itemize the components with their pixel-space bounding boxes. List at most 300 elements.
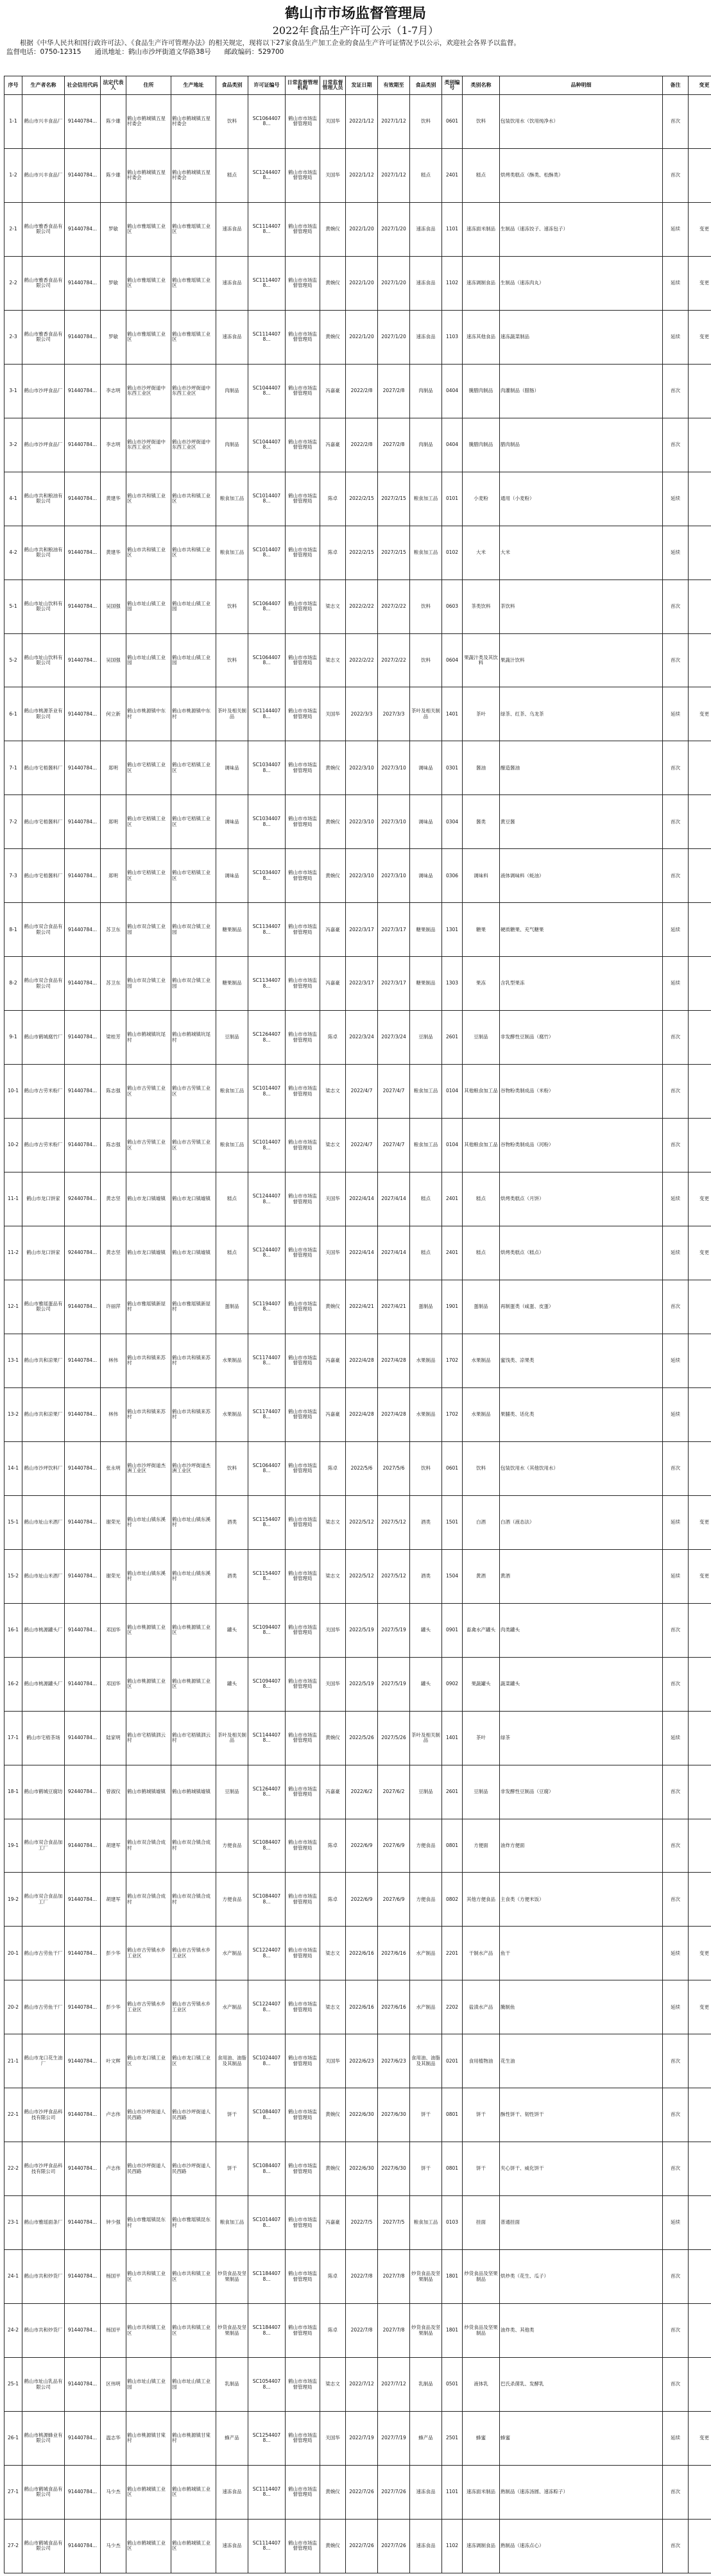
table-cell: 方便食品 [216, 1819, 248, 1873]
table-cell: 22-1 [4, 2088, 22, 2142]
table-cell: SC10644078... [248, 580, 286, 633]
table-cell: 畜禽水产罐头 [463, 1603, 500, 1657]
table-cell: 鹤山市市场监督管理局 [286, 1119, 320, 1172]
column-header: 日常监督管理人员 [320, 76, 346, 95]
table-cell: 2401 [442, 148, 463, 202]
table-cell: 胡建军 [101, 1873, 126, 1927]
table-cell: 2022/3/17 [346, 957, 378, 1011]
table-cell: 首次 [663, 1819, 689, 1873]
table-cell: 4-1 [4, 472, 22, 526]
table-cell: 91440784... [65, 148, 101, 202]
table-cell: 鹤山市市场监督管理局 [286, 1657, 320, 1711]
table-cell: 鹤山市古劳米粉厂 [22, 1119, 65, 1172]
table-cell: 5-2 [4, 633, 22, 687]
table-cell: 饮料 [216, 633, 248, 687]
table-cell: 91440784... [65, 849, 101, 903]
table-cell: 91440784... [65, 1711, 101, 1765]
table-cell: 2027/7/12 [378, 2358, 410, 2412]
table-cell: 鹤山市龙口镇工业区 [171, 2034, 216, 2088]
table-cell: 变更 [689, 2411, 711, 2465]
table-cell: 鹤山市址山镇工业园 [171, 580, 216, 633]
table-cell: 2027/5/12 [378, 1549, 410, 1603]
table-cell: 鹤山市双合食品加工厂 [22, 1873, 65, 1927]
table-row [4, 1065, 711, 1119]
table-cell: 2022/5/19 [346, 1603, 378, 1657]
header-row [4, 76, 711, 95]
table-cell: 2022/7/26 [346, 2465, 378, 2519]
table-cell: 黄婉仪 [320, 256, 346, 310]
table-cell: 陆家明 [101, 1711, 126, 1765]
table-cell: 10-1 [4, 1065, 22, 1119]
table-cell: 91440784... [65, 1603, 101, 1657]
table-cell: 鹤山市共和粮油有限公司 [22, 472, 65, 526]
table-cell: 黄婉仪 [320, 795, 346, 849]
table-cell: SC10944078... [248, 1603, 286, 1657]
table-cell: 2022/4/7 [346, 1119, 378, 1172]
table-cell: 巴氏杀菌乳、发酵乳 [500, 2358, 663, 2412]
table-cell: 91440784... [65, 526, 101, 580]
table-cell: 91440784... [65, 1980, 101, 2034]
table-cell: 速冻食品 [216, 2519, 248, 2573]
table-cell: 鹤山市址山镇工业园 [171, 633, 216, 687]
table-cell: 饮料 [216, 1441, 248, 1495]
table-row [4, 1873, 711, 1927]
table-cell: 3-1 [4, 364, 22, 418]
table-cell [689, 633, 711, 687]
table-cell: 2601 [442, 1765, 463, 1819]
table-cell: 首次 [663, 741, 689, 795]
table-cell: 鹤山市鹤城豆腐坊 [22, 1765, 65, 1819]
table-cell: 速冻食品 [410, 2465, 442, 2519]
table-cell: 豆制品 [410, 1765, 442, 1819]
table-cell: 黄婉仪 [320, 2088, 346, 2142]
table-cell: 鹤山市古劳镇水乡工业区 [126, 1980, 171, 2034]
table-cell: 鹤山市沙坪街道杰洲工业区 [171, 1441, 216, 1495]
table-cell: 鹤山市双合镇工业园 [126, 957, 171, 1011]
table-cell: 冯嘉豪 [320, 1387, 346, 1441]
table-cell: 叶文辉 [101, 2034, 126, 2088]
table-cell: 2022/6/16 [346, 1927, 378, 1980]
table-cell: 2027/1/20 [378, 256, 410, 310]
table-cell: 91440784... [65, 1334, 101, 1387]
table-cell: SC10144078... [248, 1119, 286, 1172]
table-cell: 鹤山市雅香食品有限公司 [22, 202, 65, 256]
table-cell: 速冻食品 [410, 2519, 442, 2573]
table-cell [689, 1765, 711, 1819]
table-cell: 鹤山市鹤城镇五星村委会 [171, 95, 216, 149]
table-cell: 鹤山市雅瑶镇工业区 [126, 310, 171, 364]
table-cell [689, 1603, 711, 1657]
table-row [4, 310, 711, 364]
table-cell: 5-1 [4, 580, 22, 633]
intro-text: 根据《中华人民共和国行政许可法》、《食品生产许可管理办法》的相关规定，现将以下27家食品生产加工企业的食品生产许可证情况予以公示，欢迎社会各界予以监督。 [20, 39, 520, 47]
table-cell: 1102 [442, 256, 463, 310]
table-cell: 91440784... [65, 2196, 101, 2250]
table-cell: SC11544078... [248, 1495, 286, 1549]
table-cell: 绿茶、红茶、乌龙茶 [500, 687, 663, 741]
table-cell: 91440784... [65, 1441, 101, 1495]
table-cell: 鹤山市市场监督管理局 [286, 364, 320, 418]
table-cell: 方便食品 [410, 1873, 442, 1927]
table-cell: 区伟明 [101, 2358, 126, 2412]
table-cell: 2027/6/9 [378, 1873, 410, 1927]
table-row [4, 1172, 711, 1226]
table-cell: 2027/4/14 [378, 1226, 410, 1280]
table-cell: 2027/1/20 [378, 202, 410, 256]
table-cell: 变更 [689, 256, 711, 310]
table-cell: 邓国华 [101, 1657, 126, 1711]
table-cell: 鹤山市市场监督管理局 [286, 741, 320, 795]
table-cell: 陈卓 [320, 1011, 346, 1065]
table-cell: 鹤山市桃源镇甘棠村 [171, 2411, 216, 2465]
table-cell [689, 1119, 711, 1172]
table-cell: 0104 [442, 1065, 463, 1119]
table-cell: 鹤山市桃源镇中东村 [126, 687, 171, 741]
table-cell: 8-1 [4, 903, 22, 957]
table-cell: 花生油 [500, 2034, 663, 2088]
table-cell: SC11144078... [248, 2465, 286, 2519]
table-cell: 鹤山市市场监督管理局 [286, 1280, 320, 1334]
table-cell: 延续 [663, 1172, 689, 1226]
table-cell: 烘烤类糕点（糕点） [500, 1226, 663, 1280]
column-header: 许可证编号 [248, 76, 286, 95]
table-cell: 茶叶及相关制品 [410, 687, 442, 741]
table-cell: 2022/7/19 [346, 2411, 378, 2465]
table-cell: 糕点 [463, 1226, 500, 1280]
table-cell: 腌腊肉制品 [463, 364, 500, 418]
table-row [4, 1280, 711, 1334]
table-cell: 速冻蔬菜制品 [500, 310, 663, 364]
table-cell: 4-2 [4, 526, 22, 580]
table-cell: 茶叶 [463, 687, 500, 741]
table-cell: 饮料 [410, 1441, 442, 1495]
table-cell: 梁志文 [320, 633, 346, 687]
table-cell: 鹤山市雅瑶镇昆东村 [126, 2196, 171, 2250]
table-cell: 9-1 [4, 1011, 22, 1065]
table-cell: 罗敏 [101, 310, 126, 364]
table-row [4, 95, 711, 149]
table-cell: 鹤山市沙坪食品科技有限公司 [22, 2142, 65, 2196]
table-cell: 91440784... [65, 472, 101, 526]
table-cell: 糖果 [463, 903, 500, 957]
table-cell: 鹤山市双合镇工业园 [171, 903, 216, 957]
table-cell: 0902 [442, 1657, 463, 1711]
table-cell: 鹤山市共和镇工业区 [126, 2250, 171, 2304]
table-cell: 延续 [663, 526, 689, 580]
table-cell: 首次 [663, 2358, 689, 2412]
table-cell: 首次 [663, 849, 689, 903]
table-cell: 曾淑仪 [101, 1765, 126, 1819]
table-cell: 鹤山市址山镇东溪村 [126, 1495, 171, 1549]
table-row [4, 1927, 711, 1980]
table-row [4, 2034, 711, 2088]
table-cell: 鹤山市市场监督管理局 [286, 95, 320, 149]
table-cell: 茶类饮料 [463, 580, 500, 633]
table-cell: 鹤山市共和镇工业区 [171, 472, 216, 526]
table-cell: 2022/6/9 [346, 1819, 378, 1873]
table-cell: 变更 [689, 1226, 711, 1280]
table-cell: 鹤山市共和凉果厂 [22, 1334, 65, 1387]
table-cell: 鹤山市龙口花生油厂 [22, 2034, 65, 2088]
table-cell: 2027/5/6 [378, 1441, 410, 1495]
table-cell: 罐头 [216, 1603, 248, 1657]
table-cell: 24-1 [4, 2250, 22, 2304]
table-cell: 绿茶 [500, 1711, 663, 1765]
table-cell: 酱类 [463, 795, 500, 849]
table-cell: 鹤山市址山镇工业园 [171, 2358, 216, 2412]
table-row [4, 472, 711, 526]
table-row [4, 687, 711, 741]
table-cell: 鹤山市宅梧镇工业区 [171, 795, 216, 849]
table-cell: SC12544078... [248, 2411, 286, 2465]
table-cell [689, 418, 711, 472]
table-cell: 炒货食品及坚果制品 [463, 2250, 500, 2304]
table-cell: 食用油、油脂及其制品 [410, 2034, 442, 2088]
table-cell: 非发酵性豆制品（腐竹） [500, 1011, 663, 1065]
table-cell: 鹤山市雅瑶镇昆东村 [171, 2196, 216, 2250]
table-cell: 陈卓 [320, 1819, 346, 1873]
table-cell: 茶叶 [463, 1711, 500, 1765]
table-cell: 0901 [442, 1603, 463, 1657]
table-cell: 2027/4/7 [378, 1065, 410, 1119]
table-cell: 调味品 [410, 795, 442, 849]
table-cell: 延续 [663, 1711, 689, 1765]
table-cell: 关国华 [320, 1603, 346, 1657]
table-cell: 2501 [442, 2411, 463, 2465]
table-cell: 2022/5/19 [346, 1657, 378, 1711]
table-cell: 再制蛋类（咸蛋、皮蛋） [500, 1280, 663, 1334]
table-cell [689, 2358, 711, 2412]
table-cell: 包装饮用水（其他饮用水） [500, 1441, 663, 1495]
table-row [4, 2088, 711, 2142]
table-cell [689, 1819, 711, 1873]
table-cell: SC10144078... [248, 1065, 286, 1119]
table-cell: 2027/2/22 [378, 580, 410, 633]
table-cell: 鹤山市雅瑶镇工业区 [126, 256, 171, 310]
table-cell: 烘炒类（花生、瓜子） [500, 2250, 663, 2304]
table-cell: 2022/7/26 [346, 2519, 378, 2573]
column-header: 变更 [689, 76, 711, 95]
table-cell: 2027/3/10 [378, 795, 410, 849]
table-cell: 黄婉仪 [320, 2519, 346, 2573]
table-cell: 延续 [663, 1226, 689, 1280]
table-cell: 1501 [442, 1495, 463, 1549]
table-cell: 首次 [663, 1119, 689, 1172]
table-cell: 糕点 [410, 1172, 442, 1226]
table-cell: 20-1 [4, 1927, 22, 1980]
table-cell: 2022/5/6 [346, 1441, 378, 1495]
table-cell: 91440784... [65, 256, 101, 310]
table-cell: 2022/5/12 [346, 1549, 378, 1603]
table-cell: 变更 [689, 1172, 711, 1226]
table-cell: 许丽萍 [101, 1280, 126, 1334]
table-cell [689, 903, 711, 957]
table-cell: 鹤山市宅梧镇泗云村 [171, 1711, 216, 1765]
table-cell: 油炸类、其他类 [500, 2304, 663, 2358]
table-cell: 大米 [500, 526, 663, 580]
table-cell: 0802 [442, 1873, 463, 1927]
table-cell: 蜜饯类、凉果类 [500, 1334, 663, 1387]
column-header: 备注 [663, 76, 689, 95]
table-cell: 陈卓 [320, 2250, 346, 2304]
table-cell: 水产制品 [410, 1980, 442, 2034]
table-cell: 鹤山市市场监督管理局 [286, 687, 320, 741]
table-cell: 谷物粉类制成品（河粉） [500, 1119, 663, 1172]
table-cell: 2022/1/20 [346, 256, 378, 310]
table-cell: 鹤山市沙坪街道中东西工业区 [126, 418, 171, 472]
table-cell: 91440784... [65, 1927, 101, 1980]
table-cell: 吴国强 [101, 633, 126, 687]
table-cell [689, 2519, 711, 2573]
table-cell: 酒类 [410, 1495, 442, 1549]
table-cell: 肉灌制品（腊肠） [500, 364, 663, 418]
table-cell: 鹤山市市场监督管理局 [286, 633, 320, 687]
table-cell: 鹤山市址山饮料有限公司 [22, 633, 65, 687]
table-row [4, 1011, 711, 1065]
table-cell: 1103 [442, 310, 463, 364]
table-cell: 首次 [663, 418, 689, 472]
table-cell: 方便食品 [216, 1873, 248, 1927]
table-cell: 陈卓 [320, 1441, 346, 1495]
table-cell: 蜂产品 [410, 2411, 442, 2465]
table-cell: 蜂蜜 [463, 2411, 500, 2465]
table-cell: 鹤山市雅瑶镇工业区 [171, 310, 216, 364]
table-cell: 速冻调制食品 [463, 256, 500, 310]
table-cell: 鹤山市市场监督管理局 [286, 1927, 320, 1980]
table-cell: 鹤山市宅梧镇工业区 [171, 741, 216, 795]
table-cell: 大米 [463, 526, 500, 580]
table-cell: 通用（小麦粉） [500, 472, 663, 526]
table-cell: 粮食加工品 [410, 1065, 442, 1119]
table-cell: 黄豆酱 [500, 795, 663, 849]
table-cell: 李志明 [101, 364, 126, 418]
table-cell: 2601 [442, 1011, 463, 1065]
table-cell: 0801 [442, 2088, 463, 2142]
table-cell: 黄建华 [101, 472, 126, 526]
table-cell: 2027/1/20 [378, 310, 410, 364]
table-cell: 鹤山市兴丰食品厂 [22, 95, 65, 149]
table-cell: 2027/7/8 [378, 2304, 410, 2358]
table-cell: 1401 [442, 1711, 463, 1765]
table-cell: SC10344078... [248, 795, 286, 849]
table-cell: 罐头 [216, 1657, 248, 1711]
table-cell: 果冻 [463, 957, 500, 1011]
table-cell: 0201 [442, 2034, 463, 2088]
table-cell: 小麦粉 [463, 472, 500, 526]
table-cell: 延续 [663, 202, 689, 256]
table-cell: 冯嘉豪 [320, 1765, 346, 1819]
table-cell: SC11444078... [248, 687, 286, 741]
table-cell: 速冻调制食品 [463, 2519, 500, 2573]
table-cell: 2401 [442, 1226, 463, 1280]
table-cell: 0801 [442, 2142, 463, 2196]
table-cell: 91440784... [65, 95, 101, 149]
table-cell: 鹤山市古劳镇工业区 [126, 1065, 171, 1119]
table-cell: 0601 [442, 1441, 463, 1495]
table-cell: 2027/6/30 [378, 2088, 410, 2142]
table-cell: 糕点 [216, 1226, 248, 1280]
table-cell: 2027/4/21 [378, 1280, 410, 1334]
table-cell: 鹤山市古劳镇工业区 [126, 1119, 171, 1172]
table-cell: 2022/3/10 [346, 795, 378, 849]
table-cell: 鹤山市宅梧酱料厂 [22, 795, 65, 849]
table-cell: 鹤山市宅梧镇工业区 [126, 741, 171, 795]
table-cell: 2027/6/23 [378, 2034, 410, 2088]
table-cell: 乳制品 [216, 2358, 248, 2412]
table-cell: 鹤山市共和镇工业区 [171, 2304, 216, 2358]
table-cell: 糖果制品 [216, 903, 248, 957]
table-cell: 粮食加工品 [410, 2196, 442, 2250]
table-cell: 2027/7/26 [378, 2465, 410, 2519]
table-cell: 首次 [663, 148, 689, 202]
table-cell: 速冻食品 [216, 256, 248, 310]
table-cell: 2027/1/12 [378, 95, 410, 149]
table-cell: 91440784... [65, 1819, 101, 1873]
table-cell: 延续 [663, 1549, 689, 1603]
table-cell: 烘烤类糕点（酥类、松酥类） [500, 148, 663, 202]
table-cell: 2022/6/2 [346, 1765, 378, 1819]
table-cell: SC11144078... [248, 256, 286, 310]
table-cell [689, 1280, 711, 1334]
table-cell: 鹤山市共和粮油有限公司 [22, 526, 65, 580]
table-cell: 鹤山市鹤城镇墟镇 [171, 1765, 216, 1819]
table-cell [689, 2142, 711, 2196]
table-cell: SC10144078... [248, 472, 286, 526]
table-cell: 鹤山市桃源镇中东村 [171, 687, 216, 741]
table-cell: 91440784... [65, 2250, 101, 2304]
table-cell: 冯嘉豪 [320, 957, 346, 1011]
table-row [4, 1226, 711, 1280]
table-cell: 速冻面米制品 [463, 2465, 500, 2519]
table-row [4, 202, 711, 256]
table-cell: SC10844078... [248, 2088, 286, 2142]
table-cell: 鹤山市宅梧镇工业区 [126, 795, 171, 849]
table-cell: 速冻面米制品 [463, 202, 500, 256]
table-cell: 马少杰 [101, 2465, 126, 2519]
table-cell: 鹤山市市场监督管理局 [286, 2196, 320, 2250]
table-cell: 鹤山市市场监督管理局 [286, 1603, 320, 1657]
table-row [4, 2465, 711, 2519]
table-cell: 鹤山市沙坪街道人民西路 [126, 2088, 171, 2142]
table-cell: 2027/3/3 [378, 687, 410, 741]
table-cell: 糕点 [216, 1172, 248, 1226]
table-cell: SC11944078... [248, 1280, 286, 1334]
table-cell: 1801 [442, 2250, 463, 2304]
table-cell: 鹤山市鹤城镇坑尾村 [126, 1011, 171, 1065]
table-cell: 鹤山市桃源镇工业区 [171, 1657, 216, 1711]
table-cell: 黄婉仪 [320, 310, 346, 364]
table-cell: 首次 [663, 95, 689, 149]
table-cell: 0601 [442, 95, 463, 149]
table-cell: 冯嘉豪 [320, 418, 346, 472]
table-cell: 24-2 [4, 2304, 22, 2358]
table-cell: 水产制品 [216, 1980, 248, 2034]
table-cell: 鹤山市雅瑶镇新屋村 [171, 1280, 216, 1334]
table-cell: 91440784... [65, 2465, 101, 2519]
column-header: 类别编号 [442, 76, 463, 95]
table-cell: 豆制品 [410, 1011, 442, 1065]
table-cell: 茶叶及相关制品 [216, 1711, 248, 1765]
table-cell: 鹤山市雅香食品有限公司 [22, 256, 65, 310]
table-cell: 郑明 [101, 849, 126, 903]
table-cell: 7-1 [4, 741, 22, 795]
table-cell: 25-1 [4, 2358, 22, 2412]
table-cell: 首次 [663, 364, 689, 418]
table-cell: 水果制品 [216, 1387, 248, 1441]
table-cell: 饮料 [216, 95, 248, 149]
table-cell: 速冻食品 [410, 256, 442, 310]
table-cell: 糕点 [463, 1172, 500, 1226]
